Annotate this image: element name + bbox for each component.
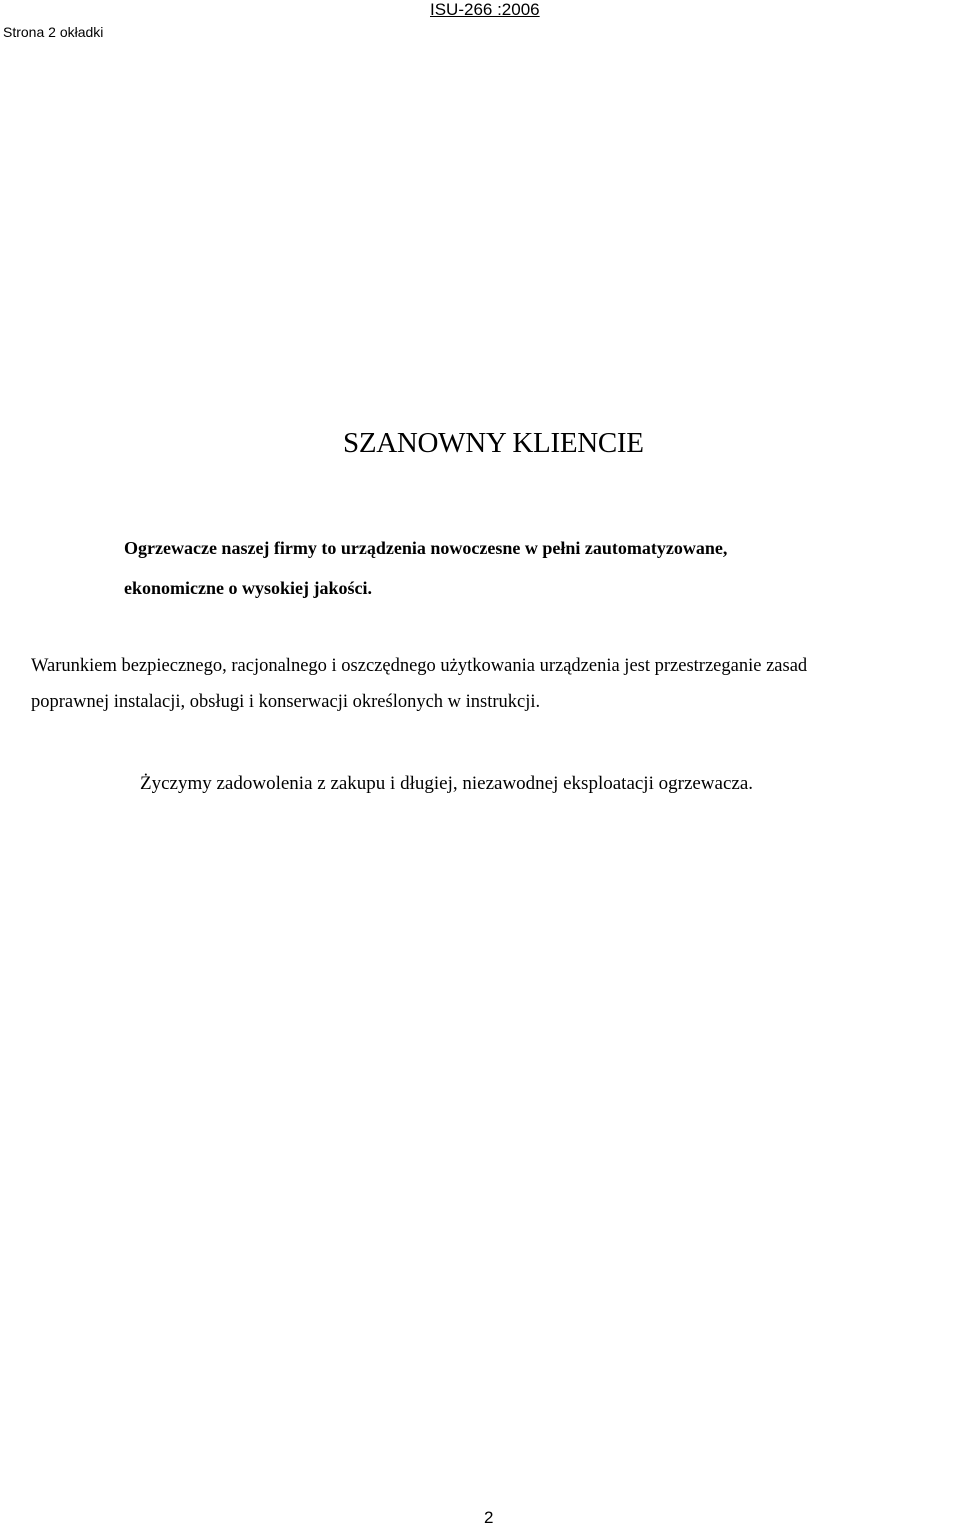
header-left-label: Strona 2 okładki (3, 24, 104, 40)
wishes-paragraph: Życzymy zadowolenia z zakupu i długiej, niezawodnej eksploatacji ogrzewacza. (140, 773, 754, 794)
page-number: 2 (484, 1508, 494, 1527)
intro-line-2: ekonomiczne o wysokiej jakości. (124, 578, 372, 598)
body-line-2: poprawnej instalacji, obsługi i konserwacji określonych w instrukcji. (31, 692, 541, 712)
page-title: SZANOWNY KLIENCIE (343, 427, 644, 459)
intro-line-1: Ogrzewacze naszej firmy to urządzenia nowoczesne w pełni zautomatyzowane, (124, 538, 728, 558)
body-line-1: Warunkiem bezpiecznego, racjonalnego i oszczędnego użytkowania urządzenia jest przestrzeganie zasad (31, 656, 808, 676)
document-code-header: ISU-266 :2006 (430, 0, 540, 19)
